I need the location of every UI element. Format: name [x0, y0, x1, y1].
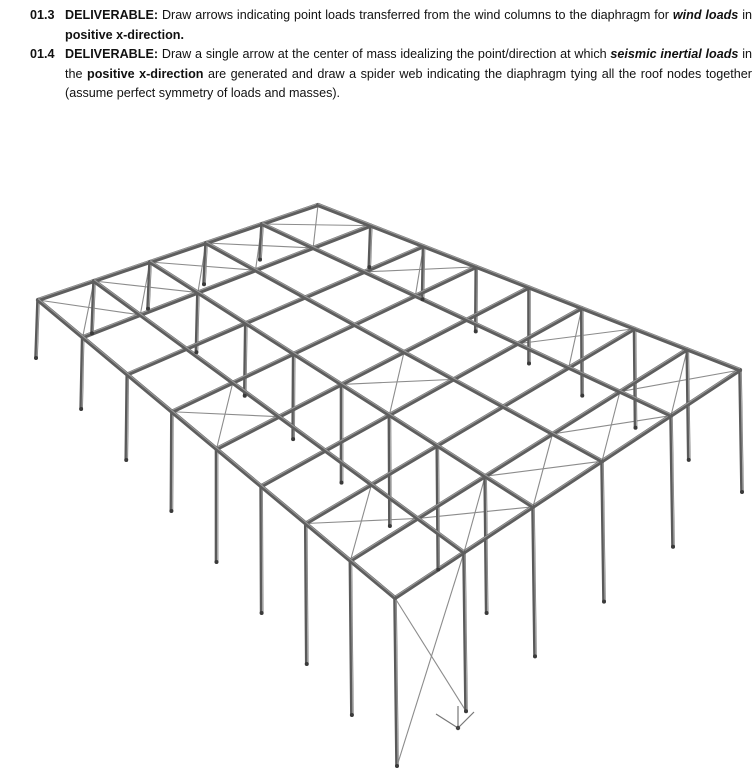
girder	[83, 226, 371, 338]
item-text: Draw arrows indicating point loads transferred from the wind columns to the diaphragm for	[161, 8, 669, 22]
wind-loads-emphasis: wind loads	[672, 8, 739, 22]
item-number: 01.4	[30, 47, 55, 61]
axis-origin	[456, 726, 460, 730]
seismic-loads-emphasis: seismic inertial loads	[610, 47, 739, 61]
item-number: 01.3	[30, 8, 55, 22]
beam-line	[94, 281, 464, 552]
deliverable-label: DELIVERABLE:	[65, 47, 159, 61]
column-highlight	[390, 415, 391, 526]
girder-highlight	[306, 327, 635, 522]
support-node	[79, 407, 83, 411]
support-node	[169, 509, 173, 513]
column-highlight	[172, 412, 173, 511]
girder	[127, 246, 423, 374]
support-node	[258, 258, 262, 262]
girder	[306, 329, 635, 524]
wall-brace	[397, 552, 464, 766]
support-node	[740, 490, 744, 494]
girder	[395, 370, 740, 598]
item-text: in the	[65, 47, 753, 81]
x-brace	[217, 383, 233, 449]
support-node	[395, 764, 399, 768]
girder	[261, 308, 582, 486]
support-node	[687, 458, 691, 462]
girder	[38, 205, 318, 300]
axis-x	[436, 714, 458, 728]
x-brace	[262, 224, 371, 226]
column	[476, 267, 477, 332]
support-node	[580, 394, 584, 398]
support-node	[34, 356, 38, 360]
beam-highlight	[94, 280, 464, 551]
support-node	[533, 654, 537, 658]
item-text: Draw a single arrow at the center of mass idealizing the point/direction at which	[161, 47, 607, 61]
column	[261, 486, 262, 613]
support-node	[388, 524, 392, 528]
x-brace	[313, 205, 318, 248]
deliverable-label: DELIVERABLE:	[65, 8, 159, 22]
support-node	[243, 394, 247, 398]
girder-highlight	[395, 369, 740, 597]
support-node	[260, 611, 264, 615]
girder-highlight	[83, 224, 371, 336]
axes-triad-icon	[436, 706, 474, 730]
support-node	[350, 713, 354, 717]
support-node	[124, 458, 128, 462]
support-node	[146, 307, 150, 311]
column-highlight	[477, 267, 478, 332]
support-node	[485, 611, 489, 615]
support-node	[436, 568, 440, 572]
support-node	[291, 437, 295, 441]
column	[389, 415, 390, 526]
girder	[350, 349, 687, 560]
direction-emphasis: positive x-direction.	[65, 27, 184, 42]
support-node	[367, 265, 371, 269]
item-text: are generated and draw a spider web indicating the diaphragm tying all the roof nodes together (assume perfect symmetry of loads and masses).	[65, 66, 752, 100]
support-node	[215, 560, 219, 564]
support-node	[634, 426, 638, 430]
support-node	[671, 545, 675, 549]
item-text: in	[742, 8, 752, 22]
beam-highlight	[206, 242, 602, 460]
support-node	[602, 600, 606, 604]
column-highlight	[262, 486, 263, 613]
support-node	[202, 282, 206, 286]
support-node	[305, 662, 309, 666]
wall-brace	[395, 598, 466, 711]
support-node	[474, 329, 478, 333]
column	[171, 412, 172, 511]
x-brace	[389, 352, 404, 415]
support-node	[194, 350, 198, 354]
beam-line	[206, 243, 602, 461]
direction-emphasis: positive x-direction	[87, 66, 204, 81]
support-node	[527, 362, 531, 366]
girder-highlight	[261, 307, 582, 485]
support-node	[421, 297, 425, 301]
girder-highlight	[38, 204, 318, 299]
roof-beams	[38, 204, 740, 598]
support-node	[464, 709, 468, 713]
axis-y	[458, 712, 474, 728]
column-highlight	[583, 308, 584, 396]
girder-highlight	[350, 348, 687, 559]
column	[582, 308, 583, 396]
support-node	[340, 481, 344, 485]
support-node	[90, 331, 94, 335]
